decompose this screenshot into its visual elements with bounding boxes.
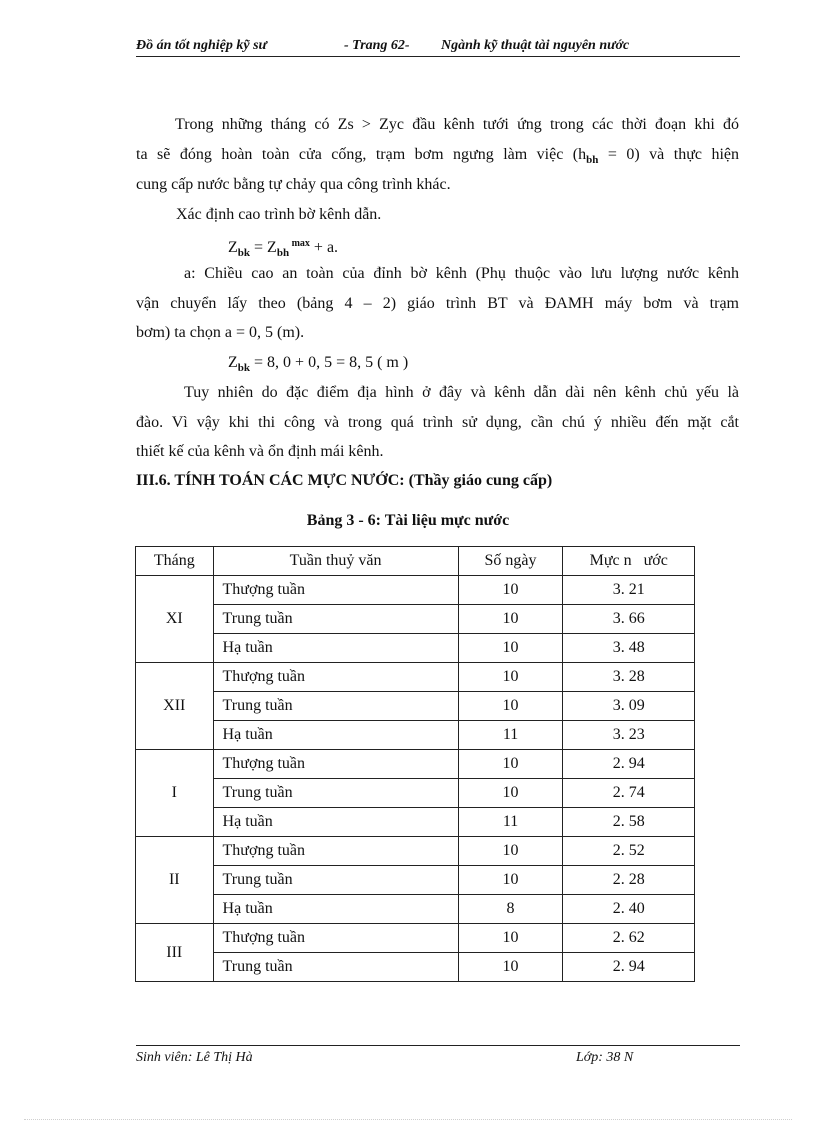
days-cell: 11: [458, 808, 563, 837]
header-month: Tháng: [136, 547, 214, 576]
level-cell: 2. 58: [563, 808, 695, 837]
paragraph-4-line-3: thiết kế của kênh và ổn định mái kênh.: [136, 443, 384, 460]
level-cell: 3. 21: [563, 576, 695, 605]
header-days: Số ngày: [458, 547, 563, 576]
days-cell: 10: [458, 924, 563, 953]
paragraph-3-line-3: bơm) ta chọn a = 0, 5 (m).: [136, 324, 305, 341]
table-caption: Bảng 3 - 6: Tài liệu mực nước: [306, 512, 510, 529]
paragraph-4-line-1: Tuy nhiên do đặc điểm địa hình ở đây và kênh dẫn dài nên kênh chủ yếu là: [184, 384, 739, 401]
table-row: [136, 837, 695, 866]
level-cell: 2. 62: [563, 924, 695, 953]
month-cell: II: [136, 837, 214, 924]
week-cell: Hạ tuần: [213, 721, 458, 750]
section-title: III.6. TÍNH TOÁN CÁC MỰC NƯỚC: (Thầy giáo cung cấp): [136, 472, 553, 489]
days-cell: 10: [458, 663, 563, 692]
days-cell: 10: [458, 750, 563, 779]
days-cell: 10: [458, 953, 563, 982]
days-cell: 10: [458, 837, 563, 866]
week-cell: Thượng tuần: [213, 576, 458, 605]
header-major: Ngành kỹ thuật tài nguyên nước: [441, 38, 630, 53]
week-cell: Trung tuần: [213, 866, 458, 895]
days-cell: 10: [458, 634, 563, 663]
table-row: [136, 605, 695, 634]
header-page-number: - Trang 62-: [344, 38, 410, 53]
level-cell: 2. 28: [563, 866, 695, 895]
header-water-level: Mực n ước: [563, 547, 695, 576]
table-row: [136, 953, 695, 982]
page-header: [136, 38, 740, 57]
paragraph-1-line-1: Trong những tháng có Zs > Zyc đầu kênh tưới ứng trong các thời đoạn khi đó: [175, 116, 739, 133]
table-row: [136, 779, 695, 808]
table-row: [136, 634, 695, 663]
paragraph-1-line-2: ta sẽ đóng hoàn toàn cửa cống, trạm bơm ngưng làm việc $(h_{bh} = 0)$ và thực hiện: [136, 146, 739, 166]
paragraph-3-line-2: vận chuyển lấy theo (bảng 4 – 2) giáo trình BT và ĐAMH máy bơm và trạm: [136, 295, 739, 312]
days-cell: 10: [458, 779, 563, 808]
week-cell: Hạ tuần: [213, 895, 458, 924]
table-row: [136, 576, 695, 605]
week-cell: Trung tuần: [213, 605, 458, 634]
table-row: [136, 808, 695, 837]
header-week: Tuần thuỷ văn: [213, 547, 458, 576]
level-cell: 2. 52: [563, 837, 695, 866]
level-cell: 3. 66: [563, 605, 695, 634]
month-cell: XII: [136, 663, 214, 750]
level-cell: 2. 94: [563, 750, 695, 779]
paragraph-1-line-3: cung cấp nước bằng tự chảy qua công trình khác.: [136, 176, 451, 193]
page-footer: [136, 1045, 740, 1068]
table-row: [136, 895, 695, 924]
week-cell: Thượng tuần: [213, 837, 458, 866]
paragraph-4-line-2: đào. Vì vậy khi thi công và trong quá trình sử dụng, cần chú ý nhiều đến mặt cắt: [136, 414, 739, 431]
table-header-row: [136, 547, 695, 576]
days-cell: 10: [458, 866, 563, 895]
footer-class: Lớp: 38 N: [576, 1050, 634, 1065]
paragraph-3-line-1: a: Chiều cao an toàn của đỉnh bờ kênh (Phụ thuộc vào lưu lượng nước kênh: [184, 265, 739, 282]
week-cell: Hạ tuần: [213, 808, 458, 837]
header-thesis-title: Đồ án tốt nghiệp kỹ sư: [136, 38, 267, 53]
table-row: [136, 663, 695, 692]
week-cell: Thượng tuần: [213, 924, 458, 953]
paragraph-2: Xác định cao trình bờ kênh dẫn.: [176, 206, 382, 223]
table-row: [136, 692, 695, 721]
footer-student: Sinh viên: Lê Thị Hà: [136, 1050, 253, 1065]
days-cell: 10: [458, 576, 563, 605]
level-cell: 3. 48: [563, 634, 695, 663]
month-cell: XI: [136, 576, 214, 663]
month-cell: III: [136, 924, 214, 982]
level-cell: 2. 74: [563, 779, 695, 808]
level-cell: 3. 28: [563, 663, 695, 692]
level-cell: 3. 09: [563, 692, 695, 721]
table-row: [136, 750, 695, 779]
week-cell: Thượng tuần: [213, 663, 458, 692]
page-edge-divider: [24, 1119, 792, 1120]
days-cell: 10: [458, 605, 563, 634]
week-cell: Thượng tuần: [213, 750, 458, 779]
week-cell: Trung tuần: [213, 953, 458, 982]
formula-zbk: $Z_{bk} = Z_{bh}$ $^{max}$ + a.: [228, 238, 339, 259]
table-row: [136, 866, 695, 895]
days-cell: 10: [458, 692, 563, 721]
days-cell: 11: [458, 721, 563, 750]
days-cell: 8: [458, 895, 563, 924]
level-cell: 2. 40: [563, 895, 695, 924]
water-level-table: [135, 546, 695, 982]
month-cell: I: [136, 750, 214, 837]
table-row: [136, 721, 695, 750]
level-cell: 2. 94: [563, 953, 695, 982]
formula-zbk-value: $Z_{bk} = 8$, 0 + 0, 5 = 8, 5 ( m ): [228, 354, 409, 374]
table-row: [136, 924, 695, 953]
week-cell: Hạ tuần: [213, 634, 458, 663]
week-cell: Trung tuần: [213, 779, 458, 808]
week-cell: Trung tuần: [213, 692, 458, 721]
level-cell: 3. 23: [563, 721, 695, 750]
